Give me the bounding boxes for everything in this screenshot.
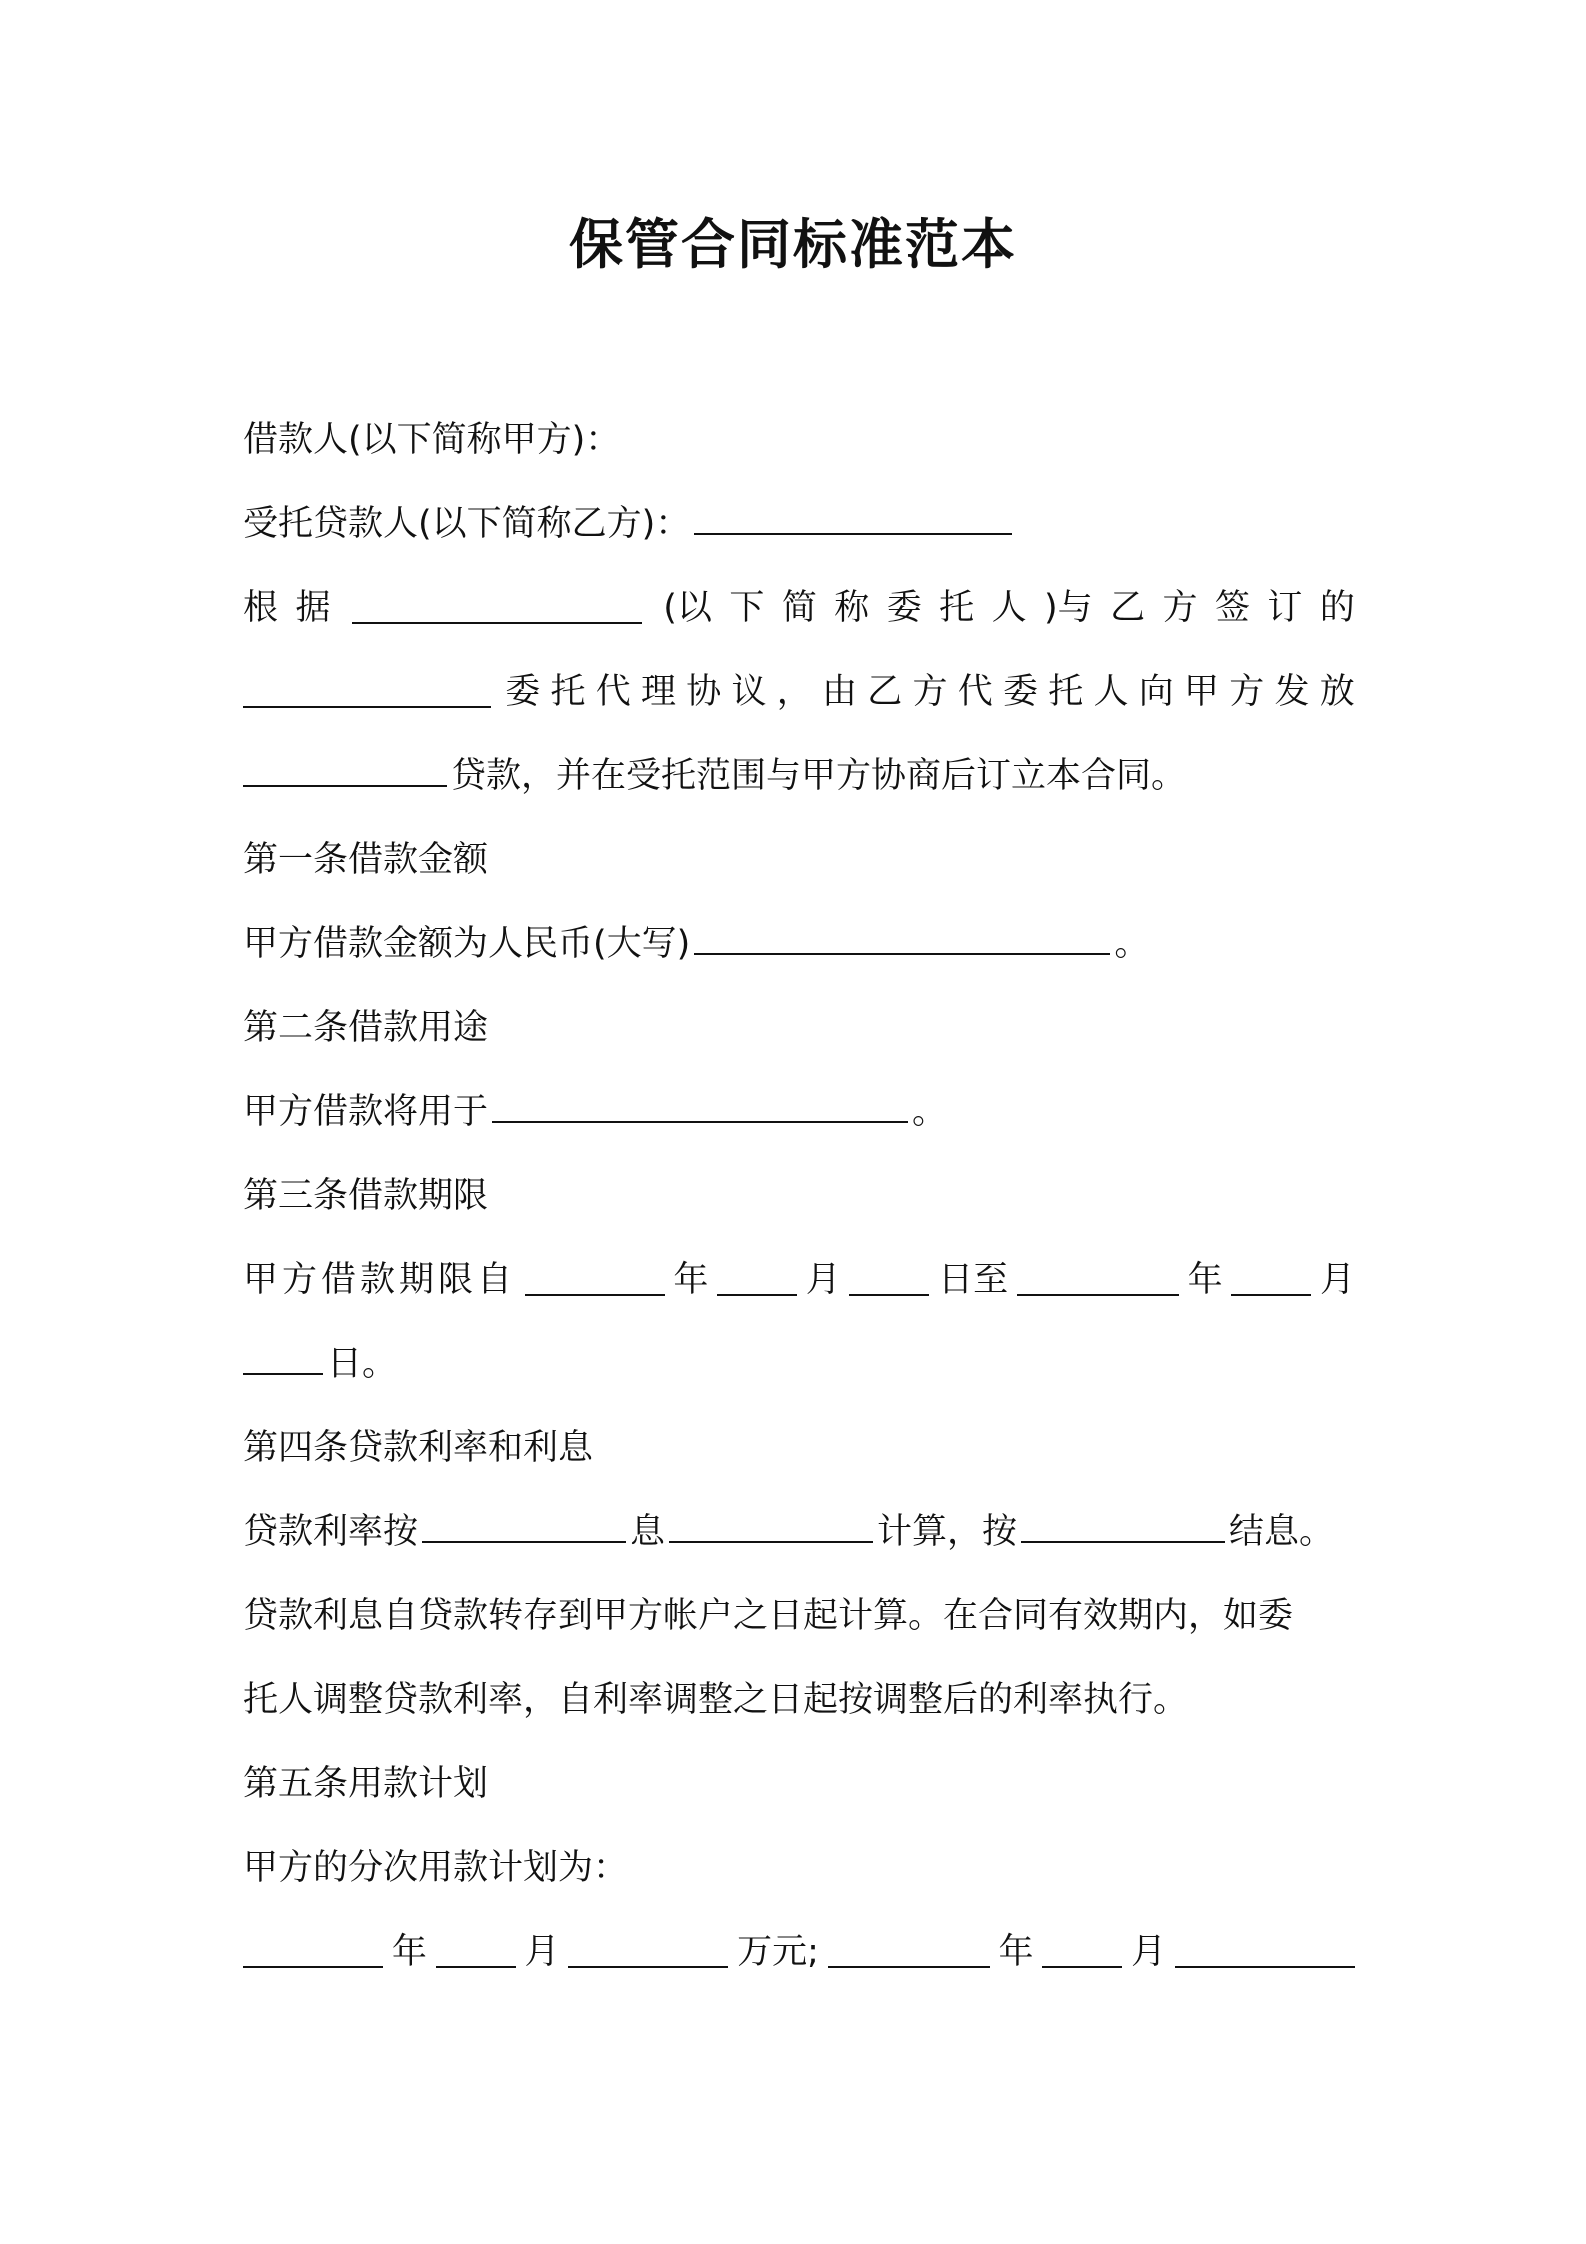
basis-line-1 xyxy=(243,566,1355,650)
article-1-end: 。 xyxy=(1114,924,1150,964)
entrustor-blank xyxy=(352,592,642,624)
year-label: 年 xyxy=(391,1932,427,1972)
article-3-text: 甲方借款期限自 xyxy=(243,1260,517,1300)
article-3-text-line-2 xyxy=(243,1322,1355,1406)
agreement-blank xyxy=(243,676,491,708)
article-2-text-line xyxy=(243,1070,1355,1154)
basis-char: 乙 xyxy=(1110,588,1146,628)
article-1-text: 甲方借款金额为人民币(大写) xyxy=(243,924,691,964)
basis-char: 签 xyxy=(1214,588,1250,628)
basis-char: ， xyxy=(776,672,812,712)
basis-char: 方 xyxy=(912,672,948,712)
basis-char: 代 xyxy=(595,672,631,712)
article-5-title-line xyxy=(243,1742,1355,1826)
settlement-blank xyxy=(1021,1511,1225,1543)
basis-char: 简 xyxy=(781,588,817,628)
basis-line-2 xyxy=(243,650,1355,734)
basis-char: 委 xyxy=(886,588,922,628)
article-1-title-line xyxy=(243,818,1355,902)
article-4-title: 第四条贷款利率和利息 xyxy=(243,1428,594,1468)
basis-char: 方 xyxy=(1229,672,1265,712)
article-4-text-line-3 xyxy=(243,1658,1355,1742)
article-4-text-d: 结息。 xyxy=(1229,1512,1335,1552)
article-2-end: 。 xyxy=(912,1092,948,1132)
basis-char: 委 xyxy=(505,672,541,712)
end-month-blank xyxy=(1231,1264,1311,1296)
article-3-title-line xyxy=(243,1154,1355,1238)
basis-char: 托 xyxy=(939,588,975,628)
article-5-schedule-line xyxy=(243,1910,1355,1994)
schedule-year-blank-2 xyxy=(828,1936,990,1968)
interest-blank xyxy=(669,1511,873,1543)
basis-char: 放 xyxy=(1319,672,1355,712)
basis-char: 理 xyxy=(640,672,676,712)
article-4-text-b: 息 xyxy=(630,1512,666,1552)
start-year-blank xyxy=(525,1264,665,1296)
basis-char: 向 xyxy=(1138,672,1174,712)
day-end-label: 日。 xyxy=(327,1344,398,1384)
basis-char: )与 xyxy=(1044,588,1093,628)
schedule-month-blank xyxy=(436,1936,516,1968)
rate-blank xyxy=(422,1511,626,1543)
schedule-year-blank xyxy=(243,1936,383,1968)
basis-char: 方 xyxy=(1162,588,1198,628)
basis-char: 委 xyxy=(1002,672,1038,712)
year-label: 年 xyxy=(998,1932,1034,1972)
year-label: 年 xyxy=(1187,1260,1223,1300)
end-day-blank xyxy=(243,1343,323,1375)
basis-char: 代 xyxy=(957,672,993,712)
basis-char: (以 xyxy=(663,588,712,628)
year-label: 年 xyxy=(673,1260,709,1300)
basis-char: 人 xyxy=(991,588,1027,628)
article-4-text-3: 托人调整贷款利率，自利率调整之日起按调整后的利率执行。 xyxy=(243,1680,1189,1720)
basis-char: 据 xyxy=(295,588,331,628)
start-day-blank xyxy=(849,1264,929,1296)
end-year-blank xyxy=(1017,1264,1179,1296)
article-1-title: 第一条借款金额 xyxy=(243,840,489,880)
document-title: 保管合同标准范本 xyxy=(569,213,1017,276)
basis-char: 订 xyxy=(1267,588,1303,628)
article-5-title: 第五条用款计划 xyxy=(243,1764,489,1804)
basis-text: 贷款，并在受托范围与甲方协商后订立本合同。 xyxy=(451,756,1187,796)
article-3-text-line xyxy=(243,1238,1355,1322)
basis-char: 议 xyxy=(731,672,767,712)
month-label: 月 xyxy=(805,1260,841,1300)
basis-char: 由 xyxy=(821,672,857,712)
lender-line xyxy=(243,482,1355,566)
month-label: 月 xyxy=(1319,1260,1355,1300)
amount-blank xyxy=(694,923,1110,955)
basis-char: 的 xyxy=(1319,588,1355,628)
article-2-text: 甲方借款将用于 xyxy=(243,1092,489,1132)
article-4-text-c: 计算，按 xyxy=(877,1512,1018,1552)
borrower-line xyxy=(243,398,1355,482)
article-4-text-line xyxy=(243,1490,1355,1574)
article-3-title: 第三条借款期限 xyxy=(243,1176,489,1216)
basis-line-3 xyxy=(243,734,1355,818)
article-2-title: 第二条借款用途 xyxy=(243,1008,489,1048)
article-4-title-line xyxy=(243,1406,1355,1490)
purpose-blank xyxy=(492,1091,908,1123)
day-to-label: 日至 xyxy=(938,1260,1009,1300)
month-label: 月 xyxy=(1131,1932,1167,1972)
basis-char: 托 xyxy=(1048,672,1084,712)
basis-char: 乙 xyxy=(867,672,903,712)
amount-unit-label: 万元; xyxy=(737,1932,819,1972)
article-4-text-2: 贷款利息自贷款转存到甲方帐户之日起计算。在合同有效期内，如委 xyxy=(243,1596,1294,1636)
start-month-blank xyxy=(717,1264,797,1296)
lender-blank xyxy=(694,503,1012,535)
basis-char: 根 xyxy=(243,588,279,628)
article-1-text-line xyxy=(243,902,1355,986)
month-label: 月 xyxy=(524,1932,560,1972)
basis-char: 发 xyxy=(1274,672,1310,712)
basis-char: 甲 xyxy=(1183,672,1219,712)
article-5-text: 甲方的分次用款计划为： xyxy=(243,1848,629,1888)
basis-char: 托 xyxy=(550,672,586,712)
basis-char: 称 xyxy=(834,588,870,628)
basis-char: 协 xyxy=(686,672,722,712)
article-5-text-line xyxy=(243,1826,1355,1910)
document-body xyxy=(243,398,1355,1994)
basis-char: 人 xyxy=(1093,672,1129,712)
schedule-amount-blank xyxy=(568,1936,728,1968)
schedule-amount-blank-2 xyxy=(1175,1936,1355,1968)
basis-char: 下 xyxy=(729,588,765,628)
article-4-text-a: 贷款利率按 xyxy=(243,1512,419,1552)
loan-type-blank xyxy=(243,755,447,787)
borrower-label: 借款人(以下简称甲方)： xyxy=(243,420,621,460)
article-2-title-line xyxy=(243,986,1355,1070)
schedule-month-blank-2 xyxy=(1042,1936,1122,1968)
lender-label: 受托贷款人(以下简称乙方)： xyxy=(243,504,691,544)
article-4-text-line-2 xyxy=(243,1574,1355,1658)
